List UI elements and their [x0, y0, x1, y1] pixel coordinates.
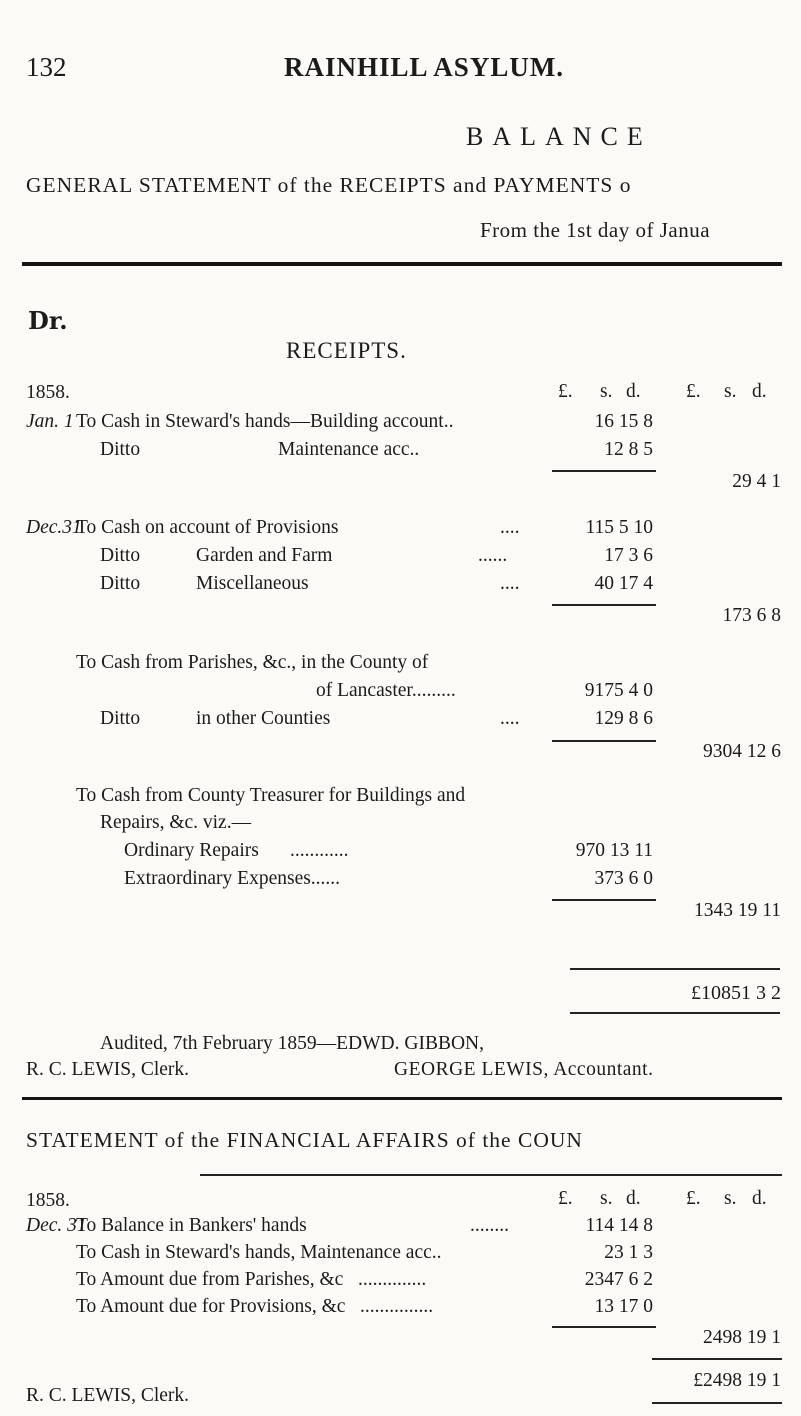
receipt-label-cont: Repairs, &c. viz.— — [100, 812, 252, 833]
receipt-label: To Cash from County Treasurer for Buildings and — [76, 785, 466, 806]
subtotal-rule — [552, 740, 656, 742]
col-pence-1: d. — [626, 381, 641, 402]
top-rule — [22, 262, 782, 266]
receipt-label-cont: of Lancaster......... — [316, 680, 456, 701]
date-dec: Dec.31 — [26, 517, 82, 538]
leader-dots: .... — [500, 517, 520, 538]
receipt-amount: 17 3 6 — [604, 545, 653, 566]
col-pence-2: d. — [752, 381, 767, 402]
fs-row-label: To Amount due for Provisions, &c — [76, 1296, 346, 1317]
receipt-amount: 115 5 10 — [585, 517, 653, 538]
receipt-amount: 373 6 0 — [594, 868, 653, 889]
receipt-amount: 16 15 8 — [594, 411, 653, 432]
col-shillings-1: s. — [600, 381, 613, 402]
total-rule-top — [652, 1358, 782, 1360]
section-rule — [22, 1097, 782, 1100]
dr-mark: Dr. — [28, 306, 68, 335]
running-title: RAINHILL ASYLUM. — [284, 52, 565, 82]
col-shillings-2: s. — [724, 381, 737, 402]
balance-heading: BALANCE — [466, 122, 652, 151]
audit-accountant: GEORGE LEWIS, Accountant. — [394, 1059, 654, 1080]
receipt-label: in other Counties — [196, 708, 331, 729]
year-label: 1858. — [26, 382, 70, 403]
col-pounds-2: £. — [686, 381, 701, 402]
page-number: 132 — [26, 52, 67, 82]
receipt-label: Extraordinary Expenses...... — [124, 868, 341, 889]
grand-total: £10851 3 2 — [691, 982, 781, 1004]
leader-dots: .............. — [358, 1269, 427, 1290]
receipt-label: Garden and Farm — [196, 545, 333, 566]
col-pence-2: d. — [752, 1188, 767, 1209]
subtotal-amount: 173 6 8 — [722, 605, 781, 626]
fs-row-label: To Balance in Bankers' hands — [76, 1215, 307, 1236]
ditto-label: Ditto — [100, 708, 141, 729]
ditto-label: Ditto — [100, 573, 141, 594]
leader-dots: .... — [500, 573, 520, 594]
receipt-label: To Cash in Steward's hands—Building account.. — [76, 411, 454, 432]
fs-row-amount: 114 14 8 — [585, 1215, 653, 1236]
fs-row-label: To Amount due from Parishes, &c — [76, 1269, 344, 1290]
receipt-label: Maintenance acc.. — [278, 439, 420, 460]
leader-dots: .... — [500, 708, 520, 729]
general-statement-heading: GENERAL STATEMENT of the RECEIPTS and PAYMENTS o — [26, 173, 632, 197]
financial-statement-heading: STATEMENT of the FINANCIAL AFFAIRS of the COUN — [26, 1128, 583, 1152]
date-jan: Jan. 1 — [26, 411, 74, 432]
ditto-label: Ditto — [100, 545, 141, 566]
subtotal-rule — [552, 604, 656, 606]
total-rule-bottom — [652, 1402, 782, 1404]
receipt-label: To Cash on account of Provisions — [76, 517, 339, 538]
col-pounds-1: £. — [558, 381, 573, 402]
subtotal-rule — [552, 470, 656, 472]
receipt-amount: 9175 4 0 — [584, 680, 653, 701]
col-shillings-2: s. — [724, 1188, 737, 1209]
period-subheading: From the 1st day of Janua — [480, 218, 711, 242]
receipts-heading: RECEIPTS. — [286, 338, 407, 363]
receipt-label: Miscellaneous — [196, 573, 309, 594]
fs-row-amount: 2347 6 2 — [584, 1269, 653, 1290]
leader-dots: ............ — [290, 840, 349, 861]
col-pounds-2: £. — [686, 1188, 701, 1209]
audit-clerk: R. C. LEWIS, Clerk. — [26, 1059, 190, 1080]
receipt-label: To Cash from Parishes, &c., in the County of — [76, 652, 429, 673]
leader-dots: ........ — [470, 1215, 509, 1236]
subtotal-rule — [552, 899, 656, 901]
subtotal-amount: 9304 12 6 — [703, 741, 781, 762]
fs-row-amount: 13 17 0 — [594, 1296, 653, 1317]
audit-line: Audited, 7th February 1859—EDWD. GIBBON, — [100, 1033, 484, 1054]
total-rule-top — [570, 968, 780, 970]
fs-subtotal: 2498 19 1 — [703, 1327, 781, 1348]
total-rule-bottom — [570, 1012, 780, 1014]
col-shillings-1: s. — [600, 1188, 613, 1209]
fs-year: 1858. — [26, 1190, 70, 1211]
leader-dots: ............... — [360, 1296, 434, 1317]
receipt-amount: 129 8 6 — [594, 708, 653, 729]
fs-date: Dec. 31 — [26, 1215, 87, 1236]
receipt-amount: 40 17 4 — [594, 573, 653, 594]
receipt-amount: 12 8 5 — [604, 439, 653, 460]
subtotal-amount: 29 4 1 — [732, 471, 781, 492]
financial-top-rule — [200, 1174, 782, 1176]
fs-row-amount: 23 1 3 — [604, 1242, 653, 1263]
col-pence-1: d. — [626, 1188, 641, 1209]
fs-row-label: To Cash in Steward's hands, Maintenance acc.. — [76, 1242, 442, 1263]
fs-clerk: R. C. LEWIS, Clerk. — [26, 1385, 190, 1406]
receipt-label: Ordinary Repairs — [124, 840, 259, 861]
leader-dots: ...... — [478, 545, 508, 566]
ditto-label: Ditto — [100, 439, 141, 460]
subtotal-amount: 1343 19 11 — [693, 900, 781, 921]
receipt-amount: 970 13 11 — [575, 840, 653, 861]
subtotal-rule — [552, 1326, 656, 1328]
fs-total: £2498 19 1 — [693, 1370, 781, 1391]
col-pounds-1: £. — [558, 1188, 573, 1209]
